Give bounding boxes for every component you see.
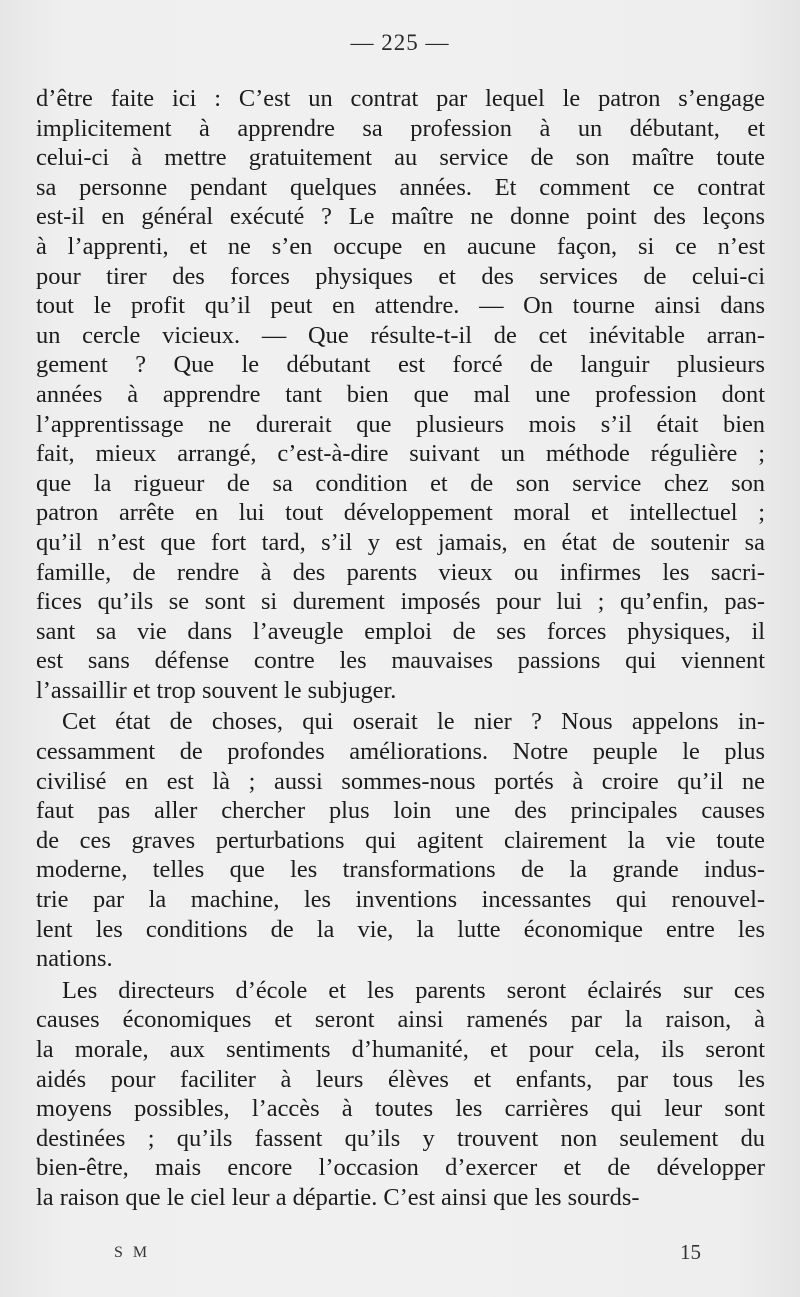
text-line: la raison que le ciel leur a départie. C’est ainsi que les sourds- [36,1183,640,1211]
text-line: celui-ci à mettre gratuitement au service de son maître toute [36,144,765,172]
body-text [36,84,765,1213]
text-line: sa personne pendant quelques années. Et comment ce contrat [36,173,765,201]
text-line: à l’apprenti, et ne s’en occupe en aucune façon, si ce n’est [36,232,765,260]
text-line: que la rigueur de sa condition et de son service chez son [36,469,765,497]
text-line: l’assaillir et trop souvent le subjuger. [36,676,397,704]
text-line: trie par la machine, les inventions incessantes qui renouvel- [36,886,765,914]
text-line: famille, de rendre à des parents vieux ou infirmes les sacri- [36,558,765,586]
text-line: est-il en général exécuté ? Le maître ne donne point des leçons [36,203,765,231]
text-line: la morale, aux sentiments d’humanité, et pour cela, ils seront [36,1036,765,1063]
text-line: sant sa vie dans l’aveugle emploi de ses forces physiques, il [36,617,765,645]
text-line: Les directeurs d’école et les parents seront éclairés sur ces [62,976,765,1004]
text-line: nations. [36,945,113,973]
text-line: bien-être, mais encore l’occasion d’exercer et de développer [36,1154,765,1182]
paragraph [36,707,765,973]
text-line: faut pas aller chercher plus loin une des principales causes [36,797,765,825]
text-line: lent les conditions de la vie, la lutte économique entre les [36,915,765,943]
text-line: gement ? Que le débutant est forcé de languir plusieurs [36,351,765,379]
text-line: patron arrête en lui tout développement moral et intellectuel ; [36,499,765,527]
text-line: de ces graves perturbations qui agitent clairement la vie toute [36,826,765,854]
text-line: cessamment de profondes améliorations. Notre peuple le plus [36,738,765,766]
text-line: fices qu’ils se sont si durement imposés pour lui ; qu’enfin, pas- [36,588,765,616]
text-line: l’apprentissage ne durerait que plusieurs mois s’il était bien [36,410,765,438]
text-line: fait, mieux arrangé, c’est-à-dire suivant un méthode régulière ; [36,440,765,468]
text-line: un cercle vicieux. — Que résulte-t-il de cet inévitable arran- [36,321,765,349]
text-line: moyens possibles, l’accès à toutes les carrières qui leur sont [36,1095,765,1123]
page-number: — 225 — [350,30,450,55]
text-line: causes économiques et seront ainsi ramenés par la raison, à [36,1006,765,1034]
text-line: tout le profit qu’il peut en attendre. — On tourne ainsi dans [36,292,765,320]
text-line: Cet état de choses, qui oserait le nier ? Nous appelons in- [62,708,765,736]
sheet-number: 15 [680,1240,701,1264]
text-line: civilisé en est là ; aussi sommes-nous portés à croire qu’il ne [36,767,765,795]
signature-mark: S M [114,1244,151,1261]
text-line: destinées ; qu’ils fassent qu’ils y trouvent non seulement du [36,1124,765,1152]
text-line: implicitement à apprendre sa profession à un débutant, et [36,114,765,142]
paragraph [36,84,765,705]
text-line: est sans défense contre les mauvaises passions qui viennent [36,647,765,675]
text-line: d’être faite ici : C’est un contrat par lequel le patron s’engage [36,85,765,112]
text-line: aidés pour faciliter à leurs élèves et enfants, par tous les [36,1065,765,1093]
text-line: qu’il n’est que fort tard, s’il y est jamais, en état de soutenir sa [36,528,765,556]
text-line: années à apprendre tant bien que mal une profession dont [36,380,765,408]
paragraph [36,976,765,1213]
text-line: pour tirer des forces physiques et des services de celui-ci [36,262,765,290]
text-line: moderne, telles que les transformations de la grande indus- [36,856,765,884]
